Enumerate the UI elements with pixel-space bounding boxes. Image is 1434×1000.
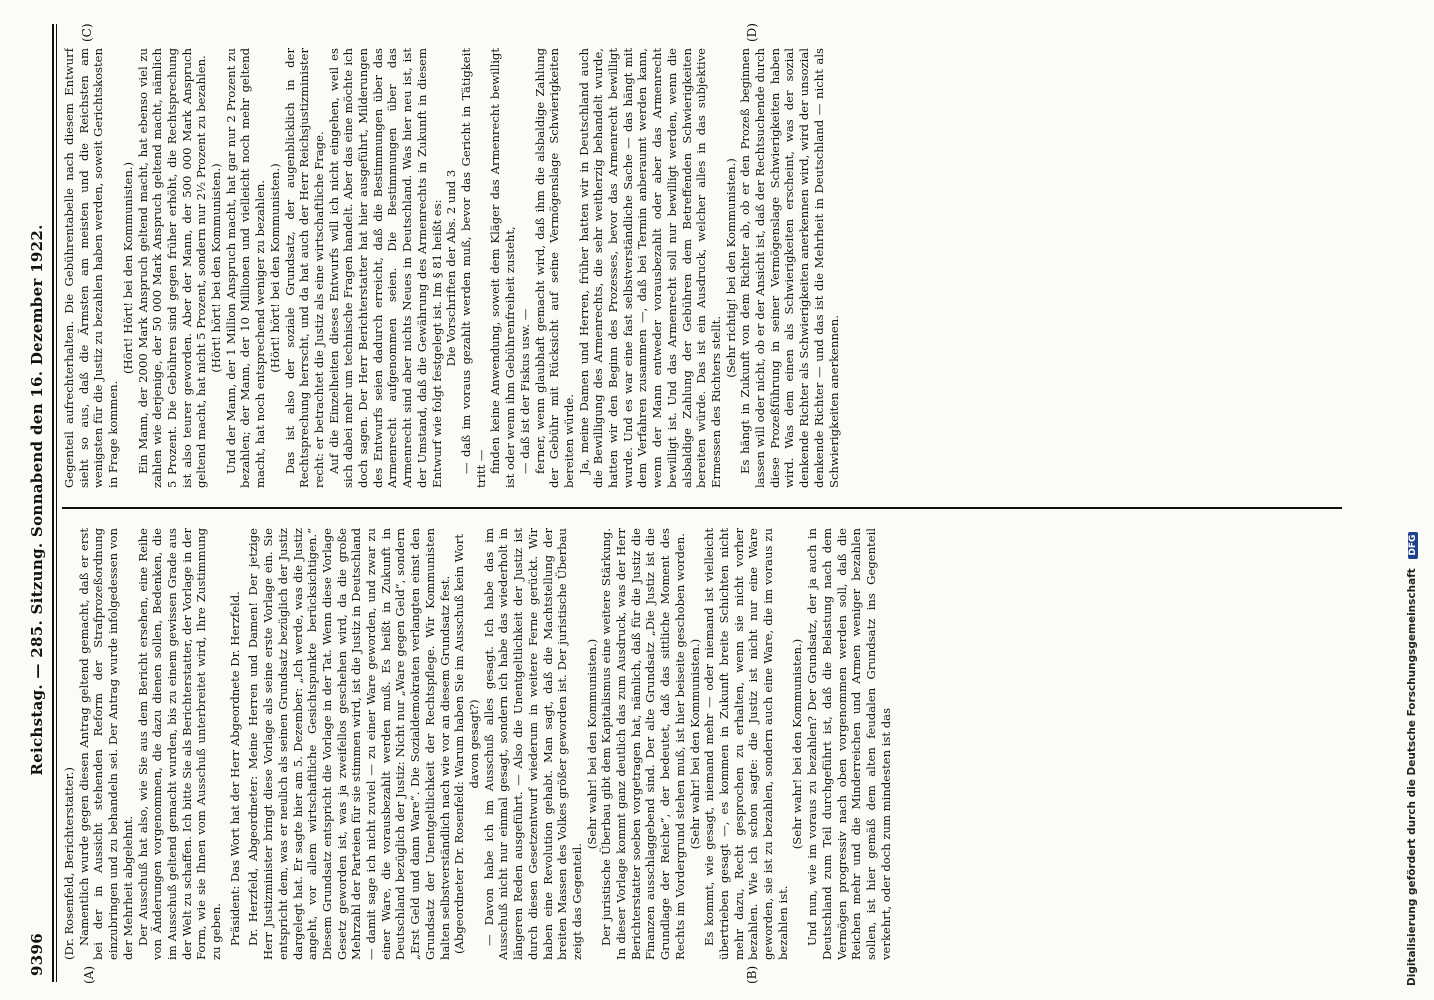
paragraph: Das ist also der soziale Grundsatz, der augenblicklich in der Rechtsprechung herrscht, und da hat auch der Herr Reichsjustizminister recht: er betrachtet die Justiz als eine wirtschaftliche Frage. [282, 48, 326, 488]
paragraph: (Sehr wahr! bei den Kommunisten.) [584, 638, 599, 850]
paragraph: Die Vorschriften der Abs. 2 und 3 [444, 169, 459, 367]
paragraph: (Sehr wahr! bei den Kommunisten.) [687, 638, 702, 850]
paragraph: (Hört! hört! bei den Kommunisten.) [209, 163, 224, 373]
paragraph: Der juristische Überbau gibt dem Kapitalismus eine weitere Stärkung. In dieser Vorlage kommt ganz deutlich das zum Ausdruck, was der Herr Berichterstatter soeben vorgetragen hat, nämlich, daß für die Justiz die Finanzen ausschlaggebend sind. Der alte Grundsatz „Die Justiz ist die Grundlage der Reiche“, der bedeutet, daß das sittliche Moment des Rechts im Vordergrund stehen muß, ist hier beiseite geschoben worden. [599, 528, 687, 960]
paragraph: finden keine Anwendung, soweit dem Kläger das Armenrecht bewilligt ist oder wenn ihm Gebührenfreiheit zusteht, [488, 48, 518, 488]
paragraph: Ja, meine Damen und Herren, früher hatten wir in Deutschland auch die Bewilligung des Armenrechts, die sehr weitherzig behandelt wurde, hatten wir den Beginn des Prozesses, bevor das Armenrecht bewilligt wurde. Und es war eine fast selbstverständliche Sache — das hängt mit dem Verfahren zusammen —, daß bei Termin anberaumt werden kann, wenn der Mann entweder vorausbezahlt oder aber das Armenrecht bewilligt ist. Und das Armenrecht soll nur bewilligt werden, wenn die alsbaldige Zahlung der Gebühren dem Betreffenden Schwierigkeiten bereiten würde. Das ist ein Ausdruck, welcher alles in das subjektive Ermessen des Richters stellt. [576, 48, 723, 488]
paragraph: (Hört! Hört! bei den Kommunisten.) [120, 162, 135, 375]
paragraph: Namentlich wurde gegen diesen Antrag geltend gemacht, daß er erst bei der in Aussicht stehenden Reform der Strafprozeßordnung einzubringen und zu behandeln sei. Der Antrag wurde infolgedessen von der Mehrheit abgelehnt. [76, 528, 135, 960]
paragraph: Es kommt, wie gesagt, niemand mehr — oder niemand ist vielleicht übertrieben gesagt —, es kommen in Zukunft breite Schichten nicht mehr dazu, Recht gesprochen zu erhalten, wenn sie nicht vorher bezahlen. Wie ich schon sagte: die Justiz ist nicht nur eine Ware geworden, sie ist zu bezahlen, sondern auch eine Ware, die im voraus zu bezahlen ist. [702, 528, 790, 960]
paragraph: (Dr. Rosenfeld, Berichterstatter.) [62, 767, 76, 960]
paragraph: Es hängt in Zukunft von dem Richter ab, ob er den Prozeß beginnen lassen will oder nicht, ob er der Ansicht ist, daß der Rechtsuchende durch diese Prozeßführung in seiner Vermögenslage Schwierigkeiten haben wird. Was dem einen als Schwierigkeiten erscheint, was der sozial denkende Richter als Schwierigkeiten anerkennen wird, wird der unsozial denkende Richter — und das ist die Mehrheit in Deutschland — nicht als Schwierigkeiten anerkennen. [738, 48, 841, 488]
paragraph: Und nun, wie im voraus zu bezahlen? Der Grundsatz, der ja auch in Deutschland zum Teil durchgeführt ist, daß die Belastung nach dem Vermögen progressiv nach oben vorgenommen werden soll, daß die Reichen mehr und die Minderreichen und Armen weniger bezahlen sollen, ist hier gemäß dem alten feudalen Grundsatz ins Gegenteil verkehrt, oder doch zum mindesten ist das [805, 528, 893, 960]
paragraph: (Sehr wahr! bei den Kommunisten.) [790, 638, 805, 850]
paragraph: Gegenteil aufrechterhalten. Die Gebührentabelle nach diesem Entwurf sieht so aus, daß die Ärmsten am meisten und die Reichsten am wenigsten für die Justiz zu bezahlen haben werden, soweit Gerichtskosten in Frage kommen. [62, 48, 121, 488]
column-marker-d: (D) [745, 23, 759, 42]
paragraph: (Abgeordneter Dr. Rosenfeld: Warum haben Sie im Ausschuß kein Wort davon gesagt?) [452, 534, 481, 954]
column-marker-a: (A) [82, 965, 96, 984]
paragraph: ferner, wenn glaubhaft gemacht wird, daß ihm die alsbaldige Zahlung der Gebühr mit Rücksicht auf seine Vermögenslage Schwierigkeiten bereiten würde. [532, 48, 576, 488]
header-rule-thin [56, 24, 57, 982]
paragraph: Dr. Herzfeld, Abgeordneter: Meine Herren und Damen! Der jetzige Herr Justizminister bringt diese Vorlage als seine erste Vorlage ein. Sie entspricht dem, was er neulich als seinen Grundsatz bezüglich der Justiz dargelegt hat. Er sagte hier am 5. Dezember: „Ich werde, was die Justiz angeht, vor allem wirtschaftliche Gesichtspunkte berücksichtigen.“ Diesem Grundsatz entspricht die Vorlage in der Tat. Wenn diese Vorlage Gesetz geworden ist, was ja zweifellos geschehen wird, da die große Mehrzahl der Parteien für sie stimmen wird, ist die Justiz in Deutschland — damit sage ich nicht zuviel — zu einer Ware geworden, und zwar zu einer Ware, die vorausbezahlt werden muß. Es heißt in Zukunft in Deutschland bezüglich der Justiz: Nicht nur „Ware gegen Geld“, sondern „Erst Geld und dann Ware“. Die Sozialdemokraten verlangten einst den Grundsatz der Unentgeltlichkeit der Rechtspflege. Wir Kommunisten halten selbstverständlich nach wie vor an diesem Grundsatz fest. [246, 528, 452, 960]
right-text-column [62, 48, 1352, 488]
page-header [28, 24, 50, 976]
column-marker-c: (C) [80, 23, 94, 42]
page-title: Reichstag. — 285. Sitzung. Sonnabend den 16. Dezember 1922. [28, 224, 46, 776]
paragraph: Und der Mann, der 1 Million Anspruch macht, hat gar nur 2 Prozent zu bezahlen; der Mann, der 10 Millionen und vielleicht noch mehr geltend macht, hat noch entsprechend weniger zu bezahlen. [223, 48, 268, 488]
page-number: 9396 [28, 933, 46, 976]
paragraph: Ein Mann, der 2000 Mark Anspruch geltend macht, hat ebenso viel zu zahlen wie derjenige, der 50 000 Mark Anspruch geltend macht, nämlich 5 Prozent. Die Gebühren sind gegen früher erhöht, die Rechtsprechung ist also teurer geworden. Aber der Mann, der 500 000 Mark Anspruch geltend macht, hat nicht 5 Prozent, sondern nur 2½ Prozent zu bezahlen. [135, 48, 209, 488]
paragraph: (Hört! hört! bei den Kommunisten.) [267, 163, 282, 373]
paragraph: Auf die Einzelheiten dieses Entwurfs will ich nicht eingehen, weil es sich dabei mehr um technische Fragen handelt. Aber das eine möchte ich doch sagen. Der Herr Berichterstatter hat hier ausgeführt, Milderungen des Entwurfs seien dadurch erreicht, daß die Bestimmungen über das Armenrecht aufgenommen seien. Die Bestimmungen über das Armenrecht sind aber nichts Neues in Deutschland. Was hier neu ist, ist der Umstand, daß die Gewährung des Armenrechts in Zukunft in diesem Entwurf wie folgt festgelegt ist. Im § 81 heißt es: [326, 48, 444, 488]
dfg-logo: DFG [1408, 532, 1418, 559]
column-marker-b: (B) [745, 965, 759, 984]
paragraph: (Sehr richtig! bei den Kommunisten.) [723, 158, 738, 378]
column-divider [62, 507, 1342, 509]
paragraph: — daß ist der Fiskus usw. — [517, 308, 532, 474]
digitization-footer [1406, 532, 1418, 986]
footer-text: Digitalisierung gefördert durch die Deutsche Forschungsgemeinschaft [1406, 568, 1418, 986]
paragraph: — daß im voraus gezahlt werden muß, bevor das Gericht in Tätigkeit tritt — [458, 48, 488, 488]
left-text-column [62, 528, 1352, 960]
paragraph: — Davon habe ich im Ausschuß alles gesagt. Ich habe das im Ausschuß nicht nur einmal gesagt, sondern ich habe das wiederholt in längeren Reden ausgeführt. — Also die Unentgeltlichkeit der Justiz ist durch diesen Gesetzentwurf wiederum in weitere Ferne gerückt. Wir haben eine Revolution gehabt. Man sagt, daß die Machtstellung der breiten Massen des Volkes größer geworden ist. Der juristische Überbau zeigt das Gegenteil. [481, 528, 584, 960]
paragraph: Präsident: Das Wort hat der Herr Abgeordnete Dr. Herzfeld. [227, 591, 242, 946]
paragraph: Der Ausschuß hat also, wie Sie aus dem Bericht ersehen, eine Reihe von Änderungen vorgenommen, die dazu dienen sollen, Bedenken, die im Ausschuß geltend gemacht wurden, bis zu einem gewissen Grade aus der Welt zu schaffen. Ich bitte Sie als Berichterstatter, der Vorlage in der Form, wie sie Ihnen vom Ausschuß unterbreitet wird, Ihre Zustimmung zu geben. [135, 528, 224, 960]
header-rule [52, 24, 54, 982]
